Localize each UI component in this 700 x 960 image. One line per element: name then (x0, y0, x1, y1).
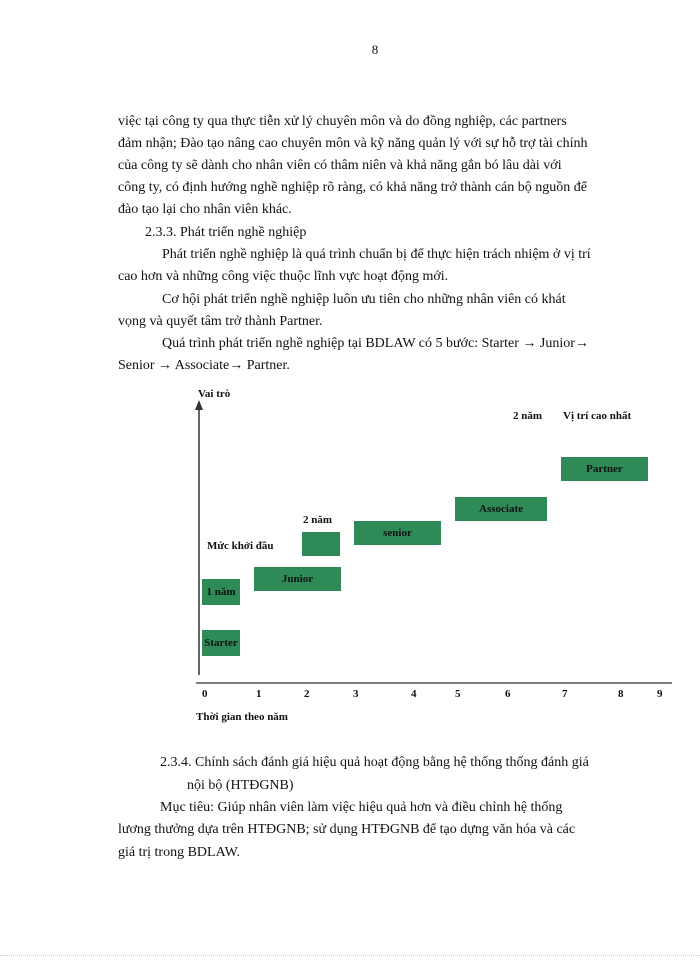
x-axis-label: Thời gian theo năm (196, 711, 288, 723)
paragraph-line: đào tạo lại cho nhân viên khác. (118, 202, 292, 217)
x-tick: 4 (411, 688, 417, 700)
page-bottom-border (0, 955, 700, 956)
page-number: 8 (371, 42, 379, 57)
paragraph-line: cao hơn và những công việc thuộc lĩnh vực hoạt động mới. (118, 269, 449, 284)
paragraph-line: Cơ hội phát triển nghề nghiệp luôn ưu tiên cho những nhân viên có khát (162, 292, 566, 307)
x-tick: 5 (455, 688, 461, 700)
paragraph-line: Mục tiêu: Giúp nhân viên làm việc hiệu quả hơn và điều chỉnh hệ thống (160, 800, 563, 815)
paragraph-line: giá trị trong BDLAW. (118, 845, 241, 860)
annotation-starting-level: Mức khởi đầu (207, 540, 274, 552)
paragraph-line: việc tại công ty qua thực tiễn xử lý chuyên môn và do đồng nghiệp, các partners (118, 114, 567, 129)
annotation-highest-position: Vị trí cao nhất (563, 410, 632, 422)
x-tick: 7 (562, 688, 568, 700)
paragraph-line: đảm nhận; Đào tạo nâng cao chuyên môn và kỹ năng quản lý với sự hỗ trợ tài chính (118, 136, 588, 151)
x-tick: 1 (256, 688, 262, 700)
bar-2-year-step (302, 532, 340, 556)
annotation-2-years-top: 2 năm (513, 410, 543, 422)
paragraph-line: của công ty sẽ dành cho nhân viên có thâm niên và khả năng gắn bó lâu dài với (118, 158, 562, 173)
paragraph-line: Quá trình phát triển nghề nghiệp tại BDLAW có 5 bước: Starter → Junior→ (162, 336, 589, 351)
annotation-2-years: 2 năm (303, 514, 333, 526)
bar-partner: Partner (561, 457, 648, 481)
bar-junior: Junior (254, 567, 341, 591)
bar-senior: senior (354, 521, 441, 545)
y-axis-arrow (195, 400, 203, 410)
x-tick: 3 (353, 688, 359, 700)
paragraph-line: Phát triển nghề nghiệp là quá trình chuẩn bị để thực hiện trách nhiệm ở vị trí (162, 247, 591, 262)
bar-starter: Starter (202, 630, 240, 656)
y-axis-label: Vai trò (198, 388, 231, 400)
x-tick: 6 (505, 688, 511, 700)
section-heading-2-3-3: 2.3.3. Phát triển nghề nghiệp (145, 225, 307, 240)
bar-1-year: 1 năm (202, 579, 240, 605)
x-tick: 2 (304, 688, 310, 700)
paragraph-line: Senior → Associate→ Partner. (118, 358, 290, 373)
x-tick: 8 (618, 688, 624, 700)
section-heading-2-3-4: 2.3.4. Chính sách đánh giá hiệu quả hoạt động bằng hệ thống thống đánh giá (160, 755, 589, 770)
paragraph-line: công ty, có định hướng nghề nghiệp rõ ràng, có khả năng trở thành cán bộ nguồn để (118, 180, 587, 195)
bar-associate: Associate (455, 497, 547, 521)
x-tick: 0 (202, 688, 208, 700)
paragraph-line: vọng và quyết tâm trở thành Partner. (118, 314, 323, 329)
x-tick: 9 (657, 688, 663, 700)
section-heading-2-3-4-cont: nội bộ (HTĐGNB) (187, 778, 294, 793)
paragraph-line: lương thưởng dựa trên HTĐGNB; sử dụng HTĐGNB để tạo dựng văn hóa và các (118, 822, 576, 837)
